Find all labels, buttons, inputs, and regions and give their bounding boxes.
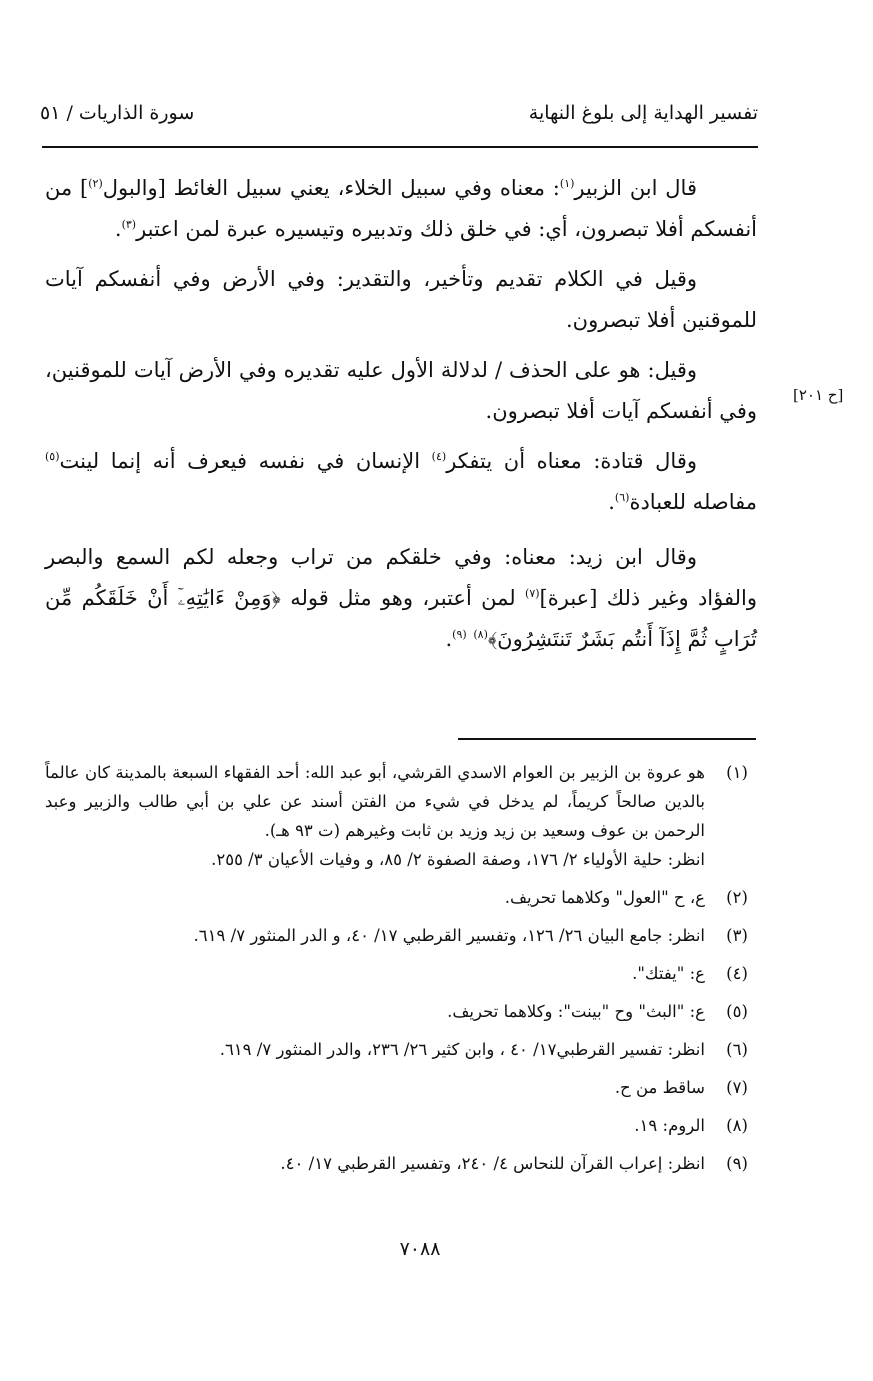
- footnote-number: (٤): [726, 964, 748, 983]
- surah-page-label: سورة الذاريات / ٥١: [40, 102, 195, 124]
- footnote-number: (٣): [726, 926, 748, 945]
- footnote-ref[interactable]: (٧): [525, 587, 540, 600]
- page-number: ٧٠٨٨: [399, 1238, 441, 1260]
- footnote-number: (٨): [726, 1116, 748, 1135]
- footnotes: [45, 758, 757, 1187]
- footnote-ref[interactable]: (٩): [452, 628, 467, 641]
- footnote: (٩) انظر: إعراب القرآن للنحاس ٤/ ٢٤٠، وتفسير القرطبي ١٧/ ٤٠.: [45, 1149, 757, 1178]
- manuscript-margin-note: [ح ٢٠١]: [793, 386, 844, 404]
- footnote-number: (٥): [726, 1002, 748, 1021]
- footnote-number: (١): [726, 763, 748, 782]
- footnote-number: (٩): [726, 1154, 748, 1173]
- paragraph: وقال ابن زيد: معناه: وفي خلقكم من تراب وجعله لكم السمع والبصر والفؤاد وغير ذلك [عبرة]$^{(٧)}$ لمن أعتبر، وهو مثل قوله ﴿وَمِنْ ءَايَٰتِهِۦٓ أَنْ خَلَقَكُم مِّن تُرَابٍ ثُمَّ إِذَآ أَنتُم بَشَرٌ تَنتَشِرُونَ﴾$^{(٨)}$ $^{(٩)}$.: [45, 545, 757, 651]
- header-rule: [42, 146, 758, 148]
- footnote-ref[interactable]: (٣): [121, 218, 137, 231]
- footnote: (٢) ع، ح "العول" وكلاهما تحريف.: [45, 883, 757, 912]
- footnote-ref[interactable]: (٥): [45, 450, 60, 463]
- footnote-ref[interactable]: (١): [559, 177, 575, 190]
- footnote-ref[interactable]: (٢): [88, 177, 103, 190]
- paragraph: وقيل: هو على الحذف / لدلالة الأول عليه تقديره وفي الأرض آيات للموقنين، وفي أنفسكم آيات أفلا تبصرون.: [45, 358, 757, 423]
- paragraph: وقال قتادة: معناه أن يتفكر$^{(٤)}$ الإنسان في نفسه فيعرف أنه إنما لينت$^{(٥)}$ مفاصله للعبادة$^{(٦)}$.: [45, 449, 757, 514]
- footnote-number: (٦): [726, 1040, 748, 1059]
- running-header: [40, 98, 758, 132]
- footnote: (١) هو عروة بن الزبير بن العوام الاسدي القرشي، أبو عبد الله: أحد الفقهاء السبعة بالمدينة كان عالماً بالدين صالحاً كريماً، لم يدخل في شيء من الفتن أسند عن علي بن أبي طالب والزبير وعبد الرحمن بن عوف وسعيد بن زيد وزيد بن ثابت وغيرهم (ت ٩٣ هـ). انظر: حلية الأولياء ٢/ ١٧٦، وصفة الصفوة ٢/ ٨٥، و وفيات الأعيان ٣/ ٢٥٥.: [45, 758, 757, 874]
- footnote: (٥) ع: "البث" وح "بينت": وكلاهما تحريف.: [45, 997, 757, 1026]
- footnote-separator: [458, 738, 756, 740]
- footnote: (٤) ع: "يفتك".: [45, 959, 757, 988]
- footnote-ref[interactable]: (٦): [614, 491, 630, 504]
- footnote-number: (٢): [726, 888, 748, 907]
- paragraph: وقيل في الكلام تقديم وتأخير، والتقدير: وفي الأرض وفي أنفسكم آيات للموقنين أفلا تبصرون.: [45, 267, 757, 332]
- footnote: (٦) انظر: تفسير القرطبي١٧/ ٤٠ ، وابن كثير ٢٦/ ٢٣٦، والدر المنثور ٧/ ٦١٩.: [45, 1035, 757, 1064]
- footnote-ref[interactable]: (٨): [473, 628, 488, 641]
- paragraph: قال ابن الزبير$^{(١)}$: معناه وفي سبيل الخلاء، يعني سبيل الغائط [والبول$^{(٢)}$] من أنفسكم أفلا تبصرون، أي: في خلق ذلك وتدبيره وتيسيره عبرة لمن اعتبر$^{(٣)}$.: [45, 176, 757, 241]
- book-title: تفسير الهداية إلى بلوغ النهاية: [528, 102, 758, 124]
- footnote: (٣) انظر: جامع البيان ٢٦/ ١٢٦، وتفسير القرطبي ١٧/ ٤٠، و الدر المنثور ٧/ ٦١٩.: [45, 921, 757, 950]
- footnote: (٨) الروم: ١٩.: [45, 1111, 757, 1140]
- main-text: [45, 168, 757, 669]
- footnote: (٧) ساقط من ح.: [45, 1073, 757, 1102]
- footnote-number: (٧): [726, 1078, 748, 1097]
- footnote-ref[interactable]: (٤): [431, 450, 447, 463]
